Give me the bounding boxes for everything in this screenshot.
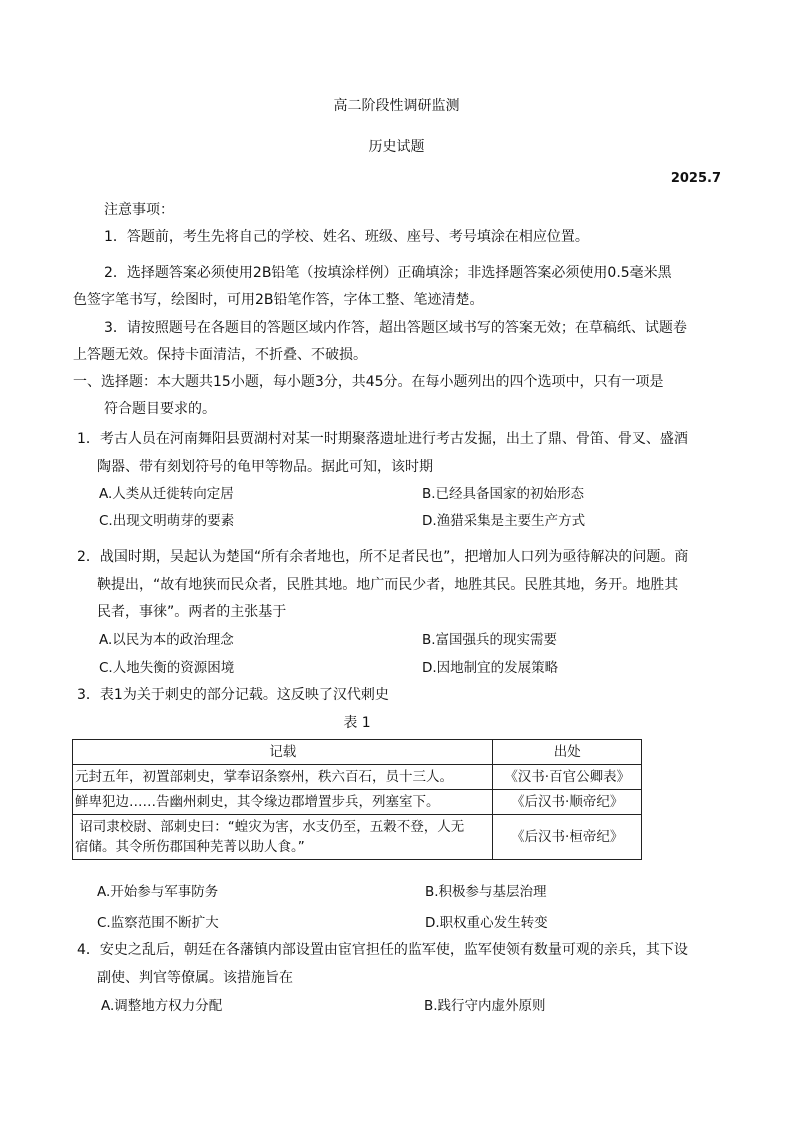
q2-option-a: A.以民为本的政治理念 [99, 632, 234, 648]
q1-stem-line-2: 陶器、带有刻划符号的龟甲等物品。据此可知，该时期 [97, 459, 433, 475]
table-row [73, 765, 642, 790]
record-table [72, 739, 642, 860]
note-2-line-1: 2．选择题答案必须使用2B铅笔（按填涂样例）正确填涂；非选择题答案必须使用0.5毫米黑 [104, 265, 672, 281]
q2-stem-line-3: 民者，事徕”。两者的主张基于 [97, 604, 287, 620]
section-1-line-2: 符合题目要求的。 [104, 401, 216, 417]
table-cell-source: 《汉书·百官公卿表》 [493, 765, 642, 790]
q4-option-a: A.调整地方权力分配 [101, 998, 223, 1014]
table-header-source: 出处 [493, 740, 642, 765]
table-cell-record: 元封五年，初置部刺史，掌奉诏条察州，秩六百石，员十三人。 [73, 765, 493, 790]
table-header-row [73, 740, 642, 765]
q2-option-c: C.人地失衡的资源困境 [99, 660, 235, 676]
q4-option-b: B.践行守内虚外原则 [424, 998, 546, 1014]
exam-subtitle: 历史试题 [368, 139, 425, 155]
q1-option-c: C.出现文明萌芽的要素 [99, 513, 235, 529]
note-2-line-2: 色签字笔书写，绘图时，可用2B铅笔作答，字体工整、笔迹清楚。 [73, 292, 484, 308]
q4-stem-line-2: 副使、判官等僚属。该措施旨在 [97, 970, 293, 986]
table-row [73, 815, 642, 860]
note-3-line-2: 上答题无效。保持卡面清洁，不折叠、不破损。 [73, 347, 367, 363]
q3-option-b: B.积极参与基层治理 [425, 884, 547, 900]
exam-title: 高二阶段性调研监测 [333, 98, 460, 114]
table-cell-record-line-1: 诏司隶校尉、部刺史曰：“蝗灾为害，水支仍至，五穀不登，人无 [75, 819, 465, 835]
q1-stem-line-1: 1．考古人员在河南舞阳县贾湖村对某一时期聚落遗址进行考古发掘，出土了鼎、骨笛、骨叉、盛酒 [77, 431, 688, 447]
q1-option-a: A.人类从迁徙转向定居 [99, 486, 234, 502]
q2-stem-line-1: 2．战国时期，吴起认为楚国“所有余者地也，所不足者民也”，把增加人口列为亟待解决的问题。商 [77, 549, 689, 565]
table-cell-record [73, 815, 493, 860]
table-cell-source: 《后汉书·桓帝纪》 [493, 815, 642, 860]
note-3-line-1: 3．请按照题号在各题目的答题区域内作答，超出答题区域书写的答案无效；在草稿纸、试题卷 [104, 320, 687, 336]
note-1: 1．答题前，考生先将自己的学校、姓名、班级、座号、考号填涂在相应位置。 [104, 229, 589, 245]
table-cell-record: 鲜卑犯边……告幽州刺史，其令缘边郡增置步兵，列塞室下。 [73, 790, 493, 815]
table-cell-source: 《后汉书·顺帝纪》 [493, 790, 642, 815]
q3-option-c: C.监察范围不断扩大 [97, 915, 219, 931]
q2-stem-line-2: 鞅提出，“故有地狭而民众者，民胜其地。地广而民少者，地胜其民。民胜其地，务开。地胜其 [97, 577, 679, 593]
q3-option-a: A.开始参与军事防务 [97, 884, 219, 900]
q1-option-d: D.渔猎采集是主要生产方式 [422, 513, 586, 529]
q2-option-b: B.富国强兵的现实需要 [422, 632, 558, 648]
q3-stem: 3．表1为关于刺史的部分记载。这反映了汉代刺史 [77, 687, 389, 703]
table-cell-record-line-2: 宿储。其令所伤郡国种芜菁以助人食。” [75, 839, 305, 855]
exam-date: 2025.7 [670, 171, 721, 186]
notes-heading: 注意事项： [104, 202, 174, 218]
table-caption: 表 1 [343, 715, 371, 731]
table-header-record: 记载 [73, 740, 493, 765]
section-1-line-1: 一、选择题：本大题共15小题，每小题3分，共45分。在每小题列出的四个选项中，只有一项是 [73, 374, 664, 390]
table-row [73, 790, 642, 815]
q1-option-b: B.已经具备国家的初始形态 [422, 486, 585, 502]
q4-stem-line-1: 4．安史之乱后，朝廷在各藩镇内部设置由宦官担任的监军使，监军使领有数量可观的亲兵，其下设 [77, 942, 688, 958]
q2-option-d: D.因地制宜的发展策略 [422, 660, 559, 676]
q3-option-d: D.职权重心发生转变 [425, 915, 548, 931]
